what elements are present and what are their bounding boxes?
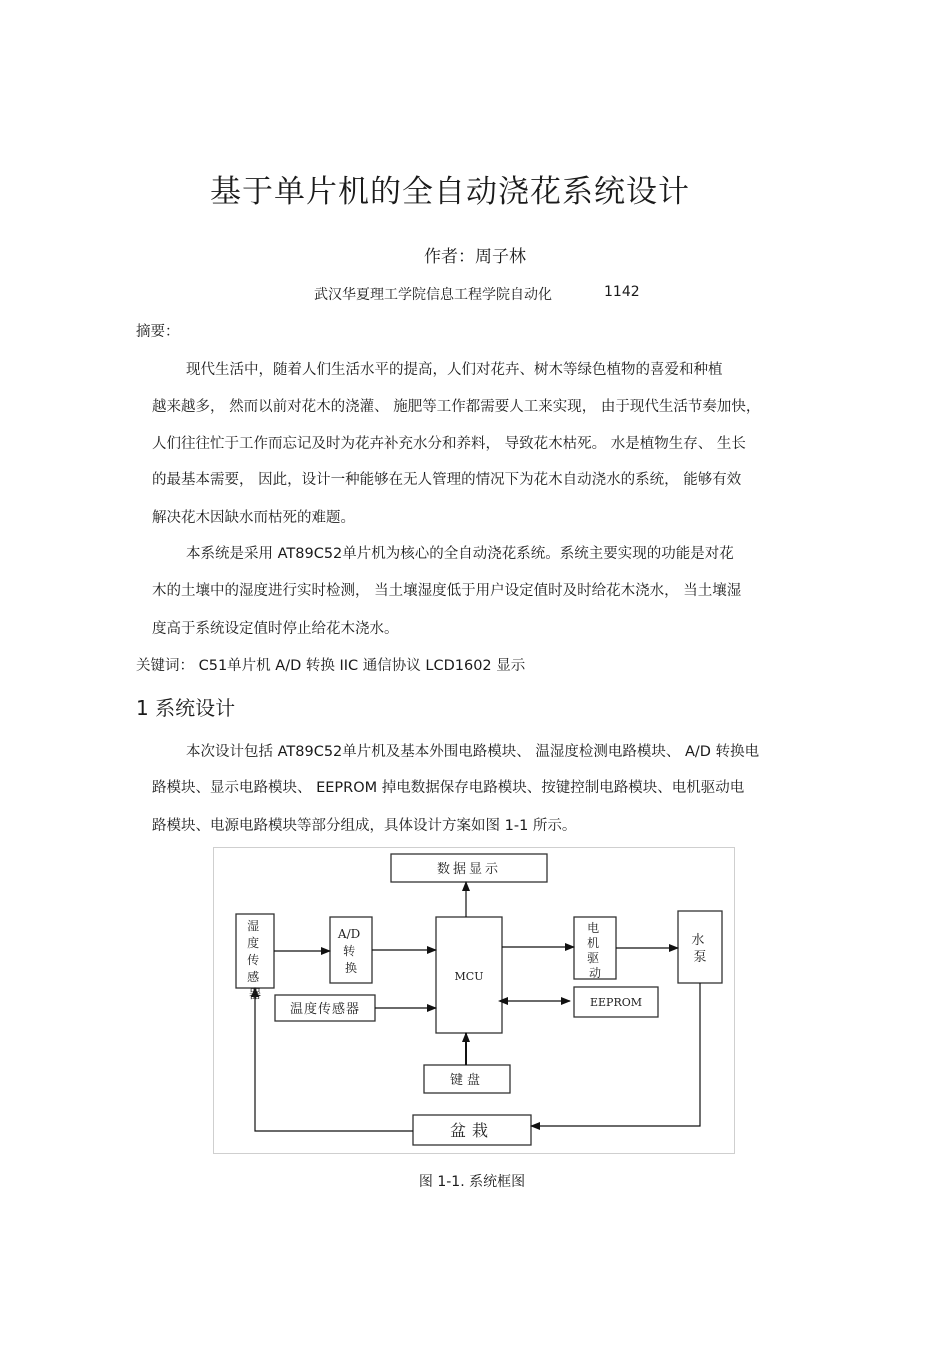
- mcu-label: MCU: [454, 970, 484, 983]
- data-display-label: 数据显示: [436, 862, 502, 877]
- affiliation: 武汉华夏理工学院信息工程学院自动化: [314, 287, 552, 303]
- body-line: 本次设计包括 AT89C52单片机及基本外围电路模块、 温湿度检测电路模块、 A/D 转换电: [186, 744, 760, 760]
- abstract-line: 人们往往忙于工作而忘记及时为花卉补充水分和养料， 导致花木枯死。 水是植物生存、 生长: [152, 436, 746, 452]
- abstract-line: 木的土壤中的湿度进行实时检测， 当土壤湿度低于用户设定值时及时给花木浇水， 当土壤湿: [152, 583, 742, 599]
- section-heading: 1 系统设计: [136, 696, 236, 720]
- abstract-line: 越来越多， 然而以前对花木的浇灌、 施肥等工作都需要人工来实现， 由于现代生活节奏加快，: [152, 399, 761, 415]
- body-line: 路模块、电源电路模块等部分组成，具体设计方案如图 1-1 所示。: [152, 818, 577, 834]
- body-line: 路模块、显示电路模块、 EEPROM 掉电数据保存电路模块、按键控制电路模块、电机驱动电: [152, 780, 745, 796]
- abstract-label: 摘要：: [136, 324, 180, 340]
- abstract-line: 的最基本需要， 因此，设计一种能够在无人管理的情况下为花木自动浇水的系统， 能够有效: [152, 472, 742, 488]
- author-line: 作者：周子林: [424, 247, 526, 267]
- humidity-sensor-label: 湿 度 传 感 器: [247, 919, 262, 1001]
- plant-label: 盆栽: [449, 1121, 495, 1140]
- keyboard-label: 键盘: [449, 1073, 485, 1088]
- temperature-sensor-label: 温度传感器: [289, 1002, 361, 1017]
- eeprom-label: EEPROM: [589, 996, 643, 1009]
- abstract-line: 度高于系统设定值时停止给花木浇水。: [152, 621, 399, 637]
- document-title: 基于单片机的全自动浇花系统设计: [210, 174, 690, 210]
- ad-converter-label: A/D 转 换: [337, 927, 361, 975]
- motor-driver-label: 电 机 驱 动: [587, 921, 602, 980]
- abstract-line: 本系统是采用 AT89C52单片机为核心的全自动浇花系统。系统主要实现的功能是对花: [186, 546, 734, 562]
- keywords-line: 关键词： C51单片机 A/D 转换 IIC 通信协议 LCD1602 显示: [136, 658, 526, 674]
- pump-label: 水 泵: [691, 933, 707, 965]
- figure-caption: 图 1-1. 系统框图: [418, 1174, 526, 1190]
- abstract-line: 现代生活中，随着人们生活水平的提高，人们对花卉、树木等绿色植物的喜爱和种植: [186, 362, 723, 378]
- abstract-line: 解决花木因缺水而枯死的难题。: [152, 510, 355, 526]
- system-block-diagram: [213, 847, 735, 1154]
- affiliation-number: 1142: [604, 284, 640, 300]
